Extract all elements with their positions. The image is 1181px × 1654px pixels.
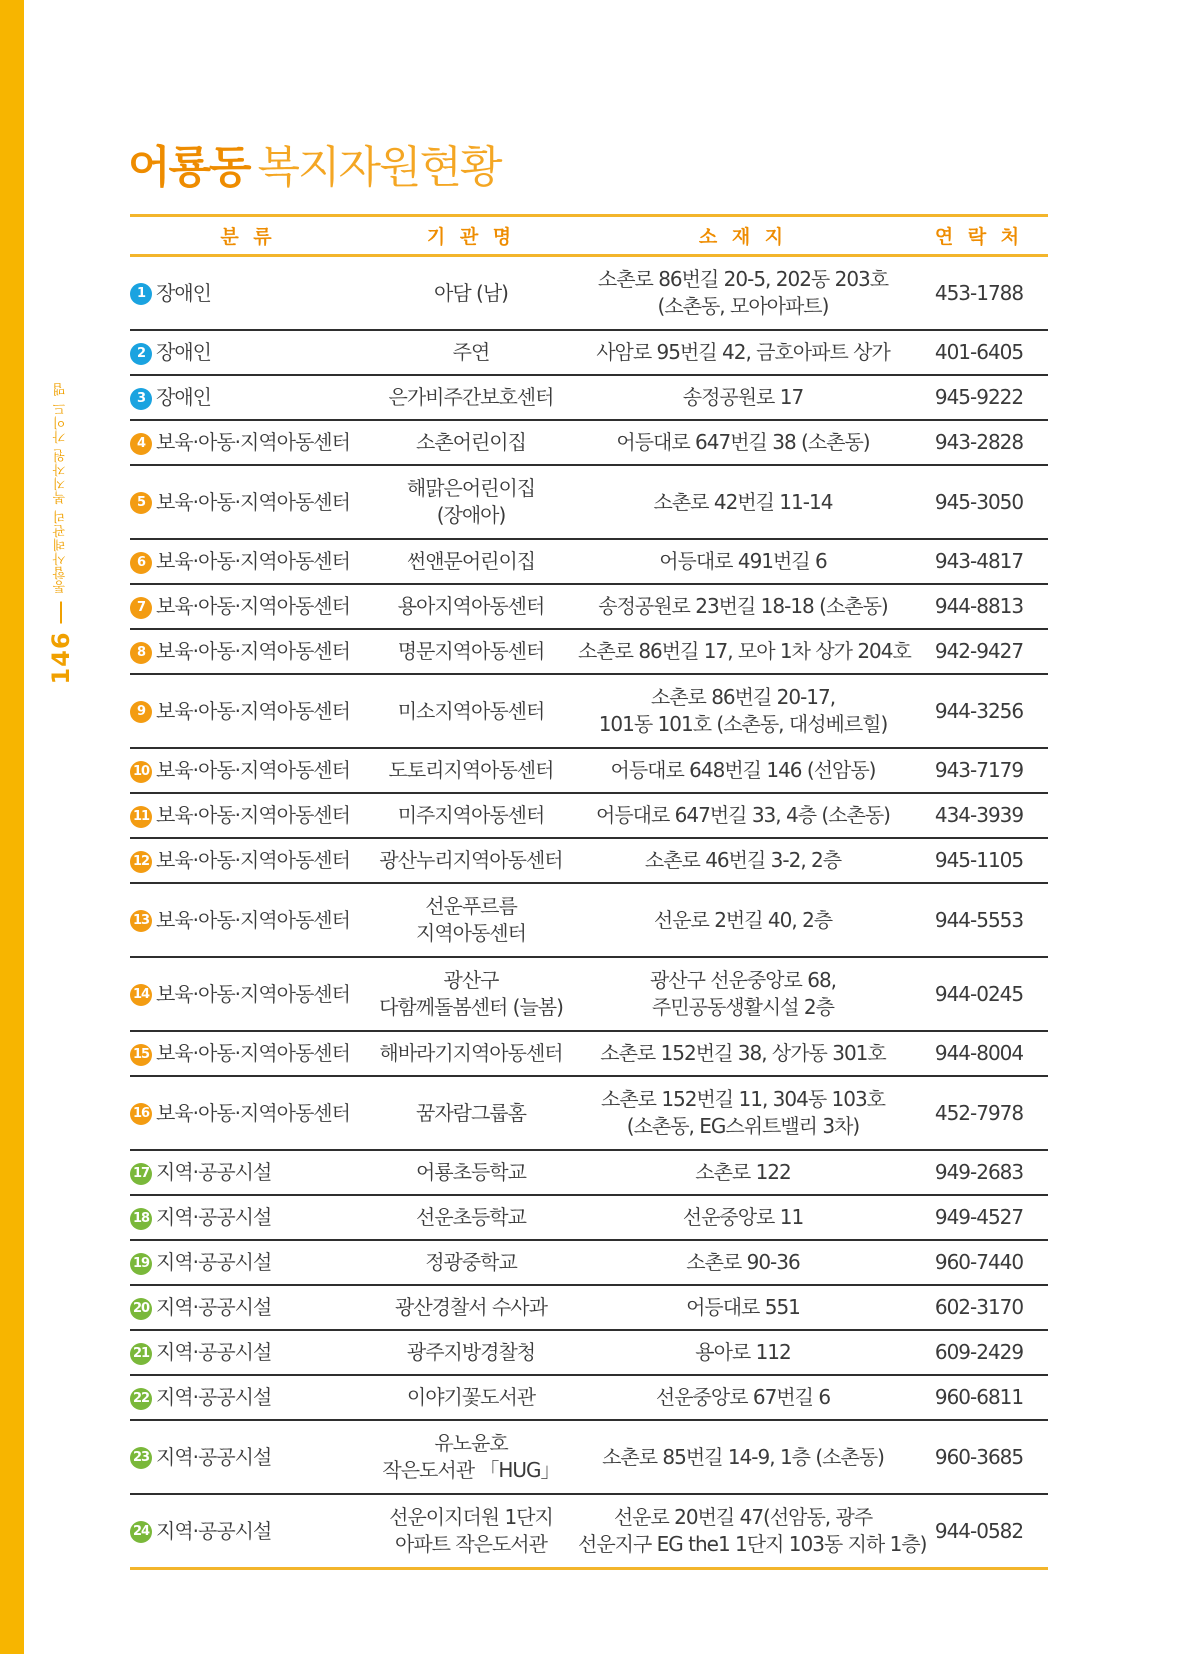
institution-name-line: 썬앤문어린이집 <box>406 549 536 573</box>
cell-phone: 949-4527 <box>910 1195 1048 1240</box>
cell-phone: 453-1788 <box>910 256 1048 331</box>
institution-name-line: 아담 (남) <box>434 280 508 305</box>
cell-address <box>576 1195 910 1240</box>
cell-category <box>130 748 366 793</box>
row-number-badge: 4 <box>130 433 152 455</box>
table-row <box>130 1240 1048 1285</box>
cell-institution <box>366 1195 576 1240</box>
row-number-badge: 3 <box>130 388 152 410</box>
table-header-row <box>130 216 1048 256</box>
cell-institution <box>366 1330 576 1375</box>
institution-name-line: 광주지방경찰청 <box>406 1340 536 1364</box>
cell-phone: 949-2683 <box>910 1150 1048 1195</box>
header-institution: 기 관 명 <box>366 216 576 256</box>
cell-address <box>576 256 910 331</box>
row-number-badge: 17 <box>130 1163 152 1185</box>
row-number-badge: 8 <box>130 642 152 664</box>
category-label: 지역·공공시설 <box>156 1340 272 1364</box>
table-row <box>130 465 1048 539</box>
table-row <box>130 1420 1048 1494</box>
cell-address <box>576 1076 910 1150</box>
institution-name-line: 해맑은어린이집 <box>406 476 536 500</box>
institution-name-line: 작은도서관 「HUG」 <box>382 1458 560 1482</box>
institution-name-line: 광산구 <box>443 968 499 992</box>
address-line: 소촌로 122 <box>695 1160 791 1184</box>
address-line: (소촌동, EG스위트밸리 3차) <box>626 1114 860 1138</box>
cell-institution <box>366 420 576 465</box>
cell-address <box>576 1150 910 1195</box>
cell-category <box>130 1240 366 1285</box>
cell-institution <box>366 1285 576 1330</box>
table-body <box>130 256 1048 1569</box>
cell-address <box>576 1330 910 1375</box>
table-row <box>130 539 1048 584</box>
institution-name-line: 광산경찰서 수사과 <box>395 1295 547 1319</box>
side-accent-bar <box>0 0 24 1654</box>
cell-phone: 945-9222 <box>910 375 1048 420</box>
cell-institution <box>366 256 576 331</box>
cell-phone: 944-8813 <box>910 584 1048 629</box>
cell-phone: 944-5553 <box>910 883 1048 957</box>
cell-category <box>130 330 366 375</box>
welfare-resource-table <box>130 214 1048 1570</box>
table-row <box>130 1031 1048 1076</box>
institution-name-line: 선운초등학교 <box>416 1205 526 1229</box>
cell-phone: 945-1105 <box>910 838 1048 883</box>
category-label: 보육·아동·지역아동센터 <box>156 549 350 573</box>
row-number-badge: 24 <box>130 1521 152 1543</box>
address-line: 어등대로 551 <box>686 1295 800 1319</box>
address-line: 어등대로 647번길 33, 4층 (소촌동) <box>596 803 890 827</box>
table-row <box>130 957 1048 1031</box>
address-line: 선운중앙로 67번길 6 <box>655 1385 831 1409</box>
table-row <box>130 1494 1048 1569</box>
category-label: 지역·공공시설 <box>156 1250 272 1274</box>
cell-institution <box>366 1031 576 1076</box>
cell-institution <box>366 375 576 420</box>
table-row <box>130 838 1048 883</box>
table-row <box>130 1150 1048 1195</box>
cell-category <box>130 539 366 584</box>
header-address: 소 재 지 <box>576 216 910 256</box>
row-number-badge: 16 <box>130 1103 152 1125</box>
cell-institution <box>366 1420 576 1494</box>
institution-name-line: 어룡초등학교 <box>416 1160 526 1184</box>
institution-name-line: 정광중학교 <box>425 1250 517 1274</box>
cell-category <box>130 1420 366 1494</box>
cell-category <box>130 256 366 331</box>
cell-phone: 944-8004 <box>910 1031 1048 1076</box>
category-label: 보육·아동·지역아동센터 <box>156 698 350 723</box>
address-line: 어등대로 491번길 6 <box>659 549 827 573</box>
cell-category <box>130 1375 366 1420</box>
row-number-badge: 21 <box>130 1343 152 1365</box>
cell-address <box>576 883 910 957</box>
institution-name-line: 선운푸르름 <box>425 894 517 918</box>
address-line: 광산구 선운중앙로 68, <box>649 968 837 992</box>
row-number-badge: 13 <box>130 910 152 932</box>
table-row <box>130 1195 1048 1240</box>
cell-phone: 944-3256 <box>910 674 1048 748</box>
cell-category <box>130 883 366 957</box>
address-line: 소촌로 85번길 14-9, 1층 (소촌동) <box>602 1444 884 1469</box>
address-line: 송정공원로 23번길 18-18 (소촌동) <box>598 594 888 618</box>
category-label: 보육·아동·지역아동센터 <box>156 907 350 932</box>
cell-category <box>130 957 366 1031</box>
cell-phone: 944-0245 <box>910 957 1048 1031</box>
cell-institution <box>366 1375 576 1420</box>
address-line: 소촌로 46번길 3-2, 2층 <box>644 848 842 872</box>
cell-phone: 602-3170 <box>910 1285 1048 1330</box>
institution-name-line: 해바라기지역아동센터 <box>379 1041 563 1065</box>
row-number-badge: 10 <box>130 761 152 783</box>
row-number-badge: 22 <box>130 1388 152 1410</box>
cell-phone: 401-6405 <box>910 330 1048 375</box>
category-label: 지역·공공시설 <box>156 1518 272 1543</box>
row-number-badge: 2 <box>130 343 152 365</box>
cell-category <box>130 420 366 465</box>
address-line: 선운로 2번길 40, 2층 <box>653 907 833 932</box>
row-number-badge: 5 <box>130 492 152 514</box>
table-row <box>130 420 1048 465</box>
row-number-badge: 14 <box>130 984 152 1006</box>
cell-phone: 960-3685 <box>910 1420 1048 1494</box>
address-line: 소촌로 152번길 38, 상가동 301호 <box>600 1041 886 1065</box>
category-label: 보육·아동·지역아동센터 <box>156 758 350 782</box>
page-number: 146 <box>47 631 75 685</box>
cell-category <box>130 1076 366 1150</box>
cell-category <box>130 838 366 883</box>
category-label: 지역·공공시설 <box>156 1295 272 1319</box>
row-number-badge: 11 <box>130 806 152 828</box>
cell-phone: 609-2429 <box>910 1330 1048 1375</box>
institution-name-line: 소촌어린이집 <box>416 430 526 454</box>
cell-institution <box>366 465 576 539</box>
table-row <box>130 1375 1048 1420</box>
cell-institution <box>366 330 576 375</box>
address-line: 소촌로 42번길 11-14 <box>653 489 833 514</box>
cell-category <box>130 375 366 420</box>
address-line: 선운중앙로 11 <box>682 1205 804 1229</box>
side-divider <box>60 601 62 623</box>
cell-address <box>576 330 910 375</box>
cell-institution <box>366 584 576 629</box>
table-row <box>130 375 1048 420</box>
category-label: 보육·아동·지역아동센터 <box>156 430 350 454</box>
category-label: 장애인 <box>156 385 211 409</box>
category-label: 보육·아동·지역아동센터 <box>156 594 350 618</box>
institution-name-line: 선운이지더원 1단지 <box>389 1505 553 1529</box>
address-line: 송정공원로 17 <box>682 385 804 409</box>
cell-address <box>576 375 910 420</box>
cell-address <box>576 1031 910 1076</box>
address-line: 소촌로 90-36 <box>686 1250 800 1274</box>
cell-institution <box>366 674 576 748</box>
header-category: 분 류 <box>130 216 366 256</box>
category-label: 지역·공공시설 <box>156 1385 272 1409</box>
address-line: 사암로 95번길 42, 금호아파트 상가 <box>596 340 890 364</box>
address-line: 소촌로 86번길 20-17, <box>650 685 836 709</box>
address-line: 101동 101호 (소촌동, 대성베르힐) <box>598 712 888 736</box>
cell-category <box>130 465 366 539</box>
cell-address <box>576 629 910 674</box>
institution-name-line: 이야기꽃도서관 <box>406 1385 536 1409</box>
cell-institution <box>366 1076 576 1150</box>
row-number-badge: 18 <box>130 1208 152 1230</box>
cell-address <box>576 539 910 584</box>
cell-phone: 944-0582 <box>910 1494 1048 1569</box>
institution-name-line: 유노윤호 <box>434 1431 508 1455</box>
side-guide-title: 통합사례관리 복지자원 가이드 맵 <box>53 382 69 594</box>
cell-category <box>130 1195 366 1240</box>
category-label: 지역·공공시설 <box>156 1160 272 1184</box>
cell-address <box>576 465 910 539</box>
row-number-badge: 23 <box>130 1447 152 1469</box>
cell-institution <box>366 539 576 584</box>
category-label: 장애인 <box>156 340 211 364</box>
cell-address <box>576 1240 910 1285</box>
cell-phone: 452-7978 <box>910 1076 1048 1150</box>
table-row <box>130 793 1048 838</box>
table-row <box>130 1076 1048 1150</box>
cell-address <box>576 674 910 748</box>
cell-address <box>576 420 910 465</box>
category-label: 보육·아동·지역아동센터 <box>156 803 350 827</box>
cell-address <box>576 1494 927 1569</box>
cell-category <box>130 793 366 838</box>
cell-category <box>130 1150 366 1195</box>
institution-name-line: 지역아동센터 <box>416 921 526 945</box>
address-line: 소촌로 152번길 11, 304동 103호 <box>601 1087 885 1111</box>
cell-phone: 943-4817 <box>910 539 1048 584</box>
header-phone: 연 락 처 <box>910 216 1048 256</box>
institution-name-line: 아파트 작은도서관 <box>395 1532 547 1556</box>
cell-address <box>576 793 910 838</box>
cell-category <box>130 1330 366 1375</box>
cell-category <box>130 1031 366 1076</box>
table-row <box>130 584 1048 629</box>
row-number-badge: 20 <box>130 1298 152 1320</box>
side-caption <box>47 382 75 685</box>
page-title <box>128 140 501 196</box>
cell-institution <box>366 1150 576 1195</box>
category-label: 지역·공공시설 <box>156 1444 272 1469</box>
institution-name-line: (장애아) <box>436 503 506 527</box>
category-label: 보육·아동·지역아동센터 <box>156 981 350 1006</box>
cell-address <box>576 1420 910 1494</box>
cell-institution <box>366 1240 576 1285</box>
table-row <box>130 748 1048 793</box>
address-line: 어등대로 648번길 146 (선암동) <box>610 758 876 782</box>
cell-address <box>576 584 910 629</box>
cell-institution <box>366 883 576 957</box>
cell-institution <box>366 838 576 883</box>
cell-category <box>130 674 366 748</box>
page-title-district: 어룡동 <box>128 142 250 193</box>
category-label: 보육·아동·지역아동센터 <box>156 639 350 663</box>
cell-phone: 434-3939 <box>910 793 1048 838</box>
cell-category <box>130 1494 366 1569</box>
address-line: 소촌로 86번길 17, 모아 1차 상가 204호 <box>578 639 911 663</box>
address-line: (소촌동, 모아아파트) <box>657 294 829 318</box>
page-title-subject: 복지자원현황 <box>257 142 501 193</box>
address-line: 선운지구 EG the1 1단지 103동 지하 1층) <box>578 1532 927 1556</box>
cell-phone: 943-2828 <box>910 420 1048 465</box>
cell-phone: 943-7179 <box>910 748 1048 793</box>
institution-name-line: 광산누리지역아동센터 <box>379 848 563 872</box>
institution-name-line: 다함께돌봄센터 (늘봄) <box>379 995 563 1019</box>
table-row <box>130 1330 1048 1375</box>
cell-address <box>576 957 910 1031</box>
institution-name-line: 주연 <box>452 340 490 364</box>
address-line: 용아로 112 <box>695 1340 791 1364</box>
cell-category <box>130 629 366 674</box>
institution-name-line: 도토리지역아동센터 <box>388 758 554 782</box>
cell-institution <box>366 1494 576 1569</box>
table-row <box>130 674 1048 748</box>
cell-category <box>130 584 366 629</box>
category-label: 지역·공공시설 <box>156 1205 272 1229</box>
address-line: 소촌로 86번길 20-5, 202동 203호 <box>597 267 889 291</box>
table-row <box>130 883 1048 957</box>
row-number-badge: 9 <box>130 701 152 723</box>
cell-address <box>576 748 910 793</box>
table-row <box>130 629 1048 674</box>
cell-category <box>130 1285 366 1330</box>
table-row <box>130 330 1048 375</box>
cell-phone: 960-6811 <box>910 1375 1048 1420</box>
category-label: 보육·아동·지역아동센터 <box>156 1041 350 1065</box>
row-number-badge: 6 <box>130 552 152 574</box>
address-line: 선운로 20번길 47(선암동, 광주 <box>613 1505 873 1529</box>
institution-name-line: 미소지역아동센터 <box>397 698 545 723</box>
category-label: 보육·아동·지역아동센터 <box>156 1100 350 1125</box>
row-number-badge: 19 <box>130 1253 152 1275</box>
address-line: 주민공동생활시설 2층 <box>652 995 834 1019</box>
cell-institution <box>366 957 576 1031</box>
cell-phone: 945-3050 <box>910 465 1048 539</box>
cell-phone: 942-9427 <box>910 629 1048 674</box>
category-label: 장애인 <box>156 280 211 305</box>
cell-institution <box>366 748 576 793</box>
institution-name-line: 명문지역아동센터 <box>397 639 545 663</box>
institution-name-line: 꿈자람그룹홈 <box>416 1100 526 1125</box>
institution-name-line: 용아지역아동센터 <box>397 594 545 618</box>
institution-name-line: 은가비주간보호센터 <box>388 385 554 409</box>
cell-phone: 960-7440 <box>910 1240 1048 1285</box>
cell-address <box>576 838 910 883</box>
row-number-badge: 1 <box>130 283 152 305</box>
category-label: 보육·아동·지역아동센터 <box>156 848 350 872</box>
cell-institution <box>366 793 576 838</box>
row-number-badge: 15 <box>130 1044 152 1066</box>
table-row <box>130 1285 1048 1330</box>
cell-institution <box>366 629 576 674</box>
table-row <box>130 256 1048 331</box>
cell-address <box>576 1375 910 1420</box>
category-label: 보육·아동·지역아동센터 <box>156 489 350 514</box>
cell-address <box>576 1285 910 1330</box>
row-number-badge: 12 <box>130 851 152 873</box>
row-number-badge: 7 <box>130 597 152 619</box>
institution-name-line: 미주지역아동센터 <box>397 803 545 827</box>
address-line: 어등대로 647번길 38 (소촌동) <box>616 430 870 454</box>
